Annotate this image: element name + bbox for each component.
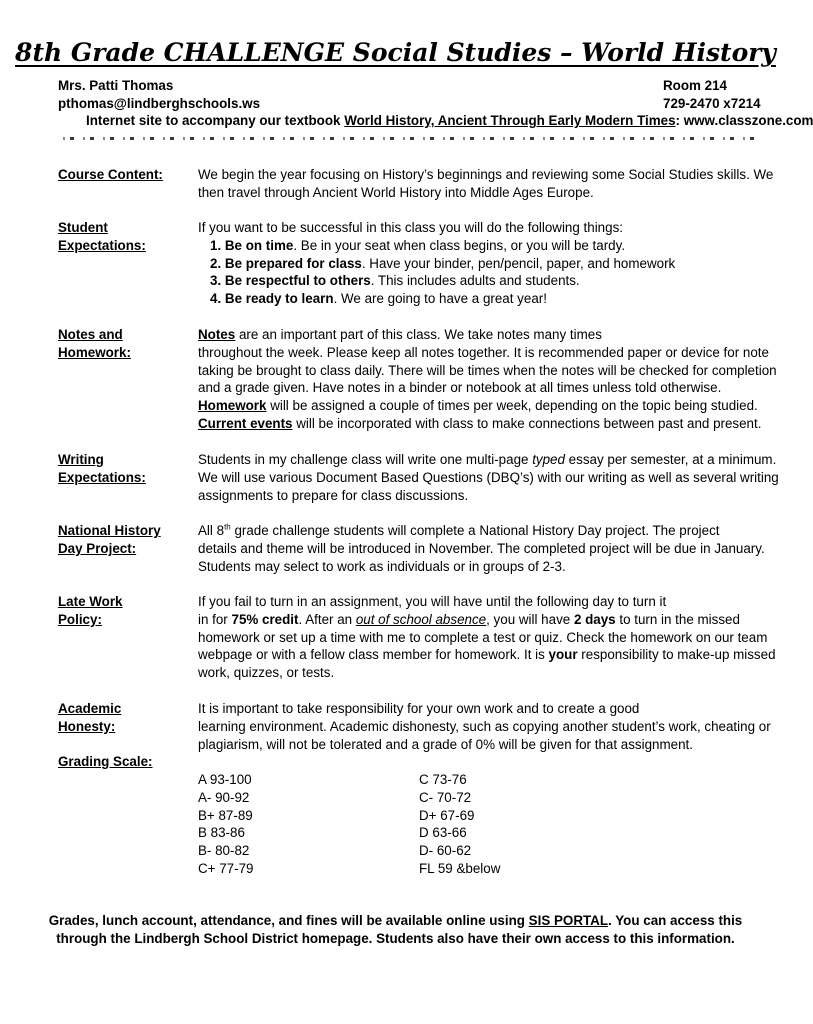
grading-scale-right-column [419,771,500,878]
grade-entry: D 63-66 [419,825,467,841]
label-line-1: Academic [58,701,122,716]
decorative-border [58,133,759,145]
teacher-name: Mrs. Patti Thomas [58,78,174,93]
label-line-2: Honesty: [58,718,116,734]
writing-expectations-label [58,451,146,487]
grade-entry: D- 60-62 [419,843,472,859]
grade-entry: B+ 87-89 [198,807,253,823]
grade-entry: C- 70-72 [419,789,472,805]
course-content-text: We begin the year focusing on History’s beginnings and reviewing some Social Studies skills. We then travel through Ancient World History into Middle Ages Europe. [198,167,774,200]
label-line-1: Notes and [58,327,123,342]
grade-entry: B- 80-82 [198,843,250,859]
student-expectations-content [198,219,783,308]
label-line-1: National History [58,523,161,538]
notes-homework-content [198,326,783,433]
grade-entry: B 83-86 [198,825,245,841]
national-history-day-label [58,522,161,558]
late-work-paragraph: in for 75% credit. After an out of school absence, you will have 2 days to turn in the missed homework or set up a time with me to complete a test or quiz. Check the homework on our team webpage or with a fellow class member for homework. It is your responsibility to make-up missed work, quizzes, or tests. [198,611,776,681]
nhd-paragraph: details and theme will be introduced in November. The completed project will be due in January. Students may select to work as individuals or in groups of 2-3. [198,540,765,574]
grading-scale-label: Grading Scale: [58,754,153,769]
room-number: Room 214 [663,78,727,93]
national-history-day-content [198,522,783,575]
label-line-1: Writing [58,452,104,467]
grade-entry: A- 90-92 [198,789,250,805]
internet-prefix: Internet site to accompany our textbook [86,113,345,128]
label-line-2: Policy: [58,611,102,627]
honesty-paragraph: learning environment. Academic dishonesty, such as copying another student’s work, cheating or plagiarism, will not be tolerated and a grade of 0% will be given for that assignment. [198,718,771,752]
internet-url[interactable]: : www.classzone.com [675,113,813,128]
notes-homework-label [58,326,131,362]
grade-entry: C 73-76 [419,772,467,787]
footer-note: Grades, lunch account, attendance, and fines will be available online using SIS PORTAL. You can access this through the Lindbergh School District homepage. Students also have their own access to this information. [48,913,743,946]
phone-number: 729-2470 x7214 [663,96,761,111]
late-work-line-1: If you fail to turn in an assignment, you will have until the following day to turn it [198,594,667,609]
student-expectations-label [58,219,146,255]
honesty-line-1: It is important to take responsibility for your own work and to create a good [198,701,640,716]
expectation-item: 4. Be ready to learn. We are going to have a great year! [210,291,547,307]
label-line-2: Expectations: [58,237,146,253]
grading-scale-left-column [198,771,253,878]
expectation-item: 3. Be respectful to others. This includes adults and students. [210,273,580,289]
writing-line-1: Students in my challenge class will write one multi-page typed essay per semester, at a minimum. [198,452,777,467]
grade-entry: A 93-100 [198,772,252,787]
textbook-title: World History, Ancient Through Early Modern Times [344,113,676,128]
page-title: 8th Grade CHALLENGE Social Studies – World History [15,38,776,67]
academic-honesty-content [198,700,783,753]
label-line-2: Homework: [58,344,131,360]
label-line-2: Expectations: [58,469,146,485]
notes-paragraph: throughout the week. Please keep all notes together. It is recommended paper or device for note taking be brought to class daily. There will be times when the notes will be checked for completion and a grade given. Have notes in a binder or notebook at all times unless told otherwise. Homework will be assigned a couple of times per week, depending on the topic being studied. Current events will be incorporated with class to make connections between past and present. [198,344,777,431]
teacher-email[interactable]: pthomas@lindberghschools.ws [58,96,261,111]
writing-paragraph: We will use various Document Based Questions (DBQ’s) with our writing as well as several writing assignments to prepare for class discussions. [198,469,779,503]
expectations-intro: If you want to be successful in this class you will do the following things: [198,220,623,235]
grade-entry: D+ 67-69 [419,807,475,823]
academic-honesty-label [58,700,121,736]
late-work-label [58,593,123,629]
expectation-item: 2. Be prepared for class. Have your binder, pen/pencil, paper, and homework [210,255,676,271]
expectation-item: 1. Be on time. Be in your seat when class begins, or you will be tardy. [210,237,626,253]
label-line-1: Late Work [58,594,123,609]
notes-line-1: Notes are an important part of this class. We take notes many times [198,327,602,342]
nhd-line-1: All 8th grade challenge students will complete a National History Day project. The project [198,522,720,538]
label-line-2: Day Project: [58,540,137,556]
course-content-label: Course Content: [58,167,163,182]
grade-entry: FL 59 &below [419,860,501,876]
sis-portal-link[interactable]: SIS PORTAL [528,913,609,928]
late-work-content [198,593,783,682]
internet-site-line [86,113,813,128]
grade-entry: C+ 77-79 [198,860,254,876]
writing-expectations-content [198,451,783,504]
label-line-1: Student [58,220,108,235]
